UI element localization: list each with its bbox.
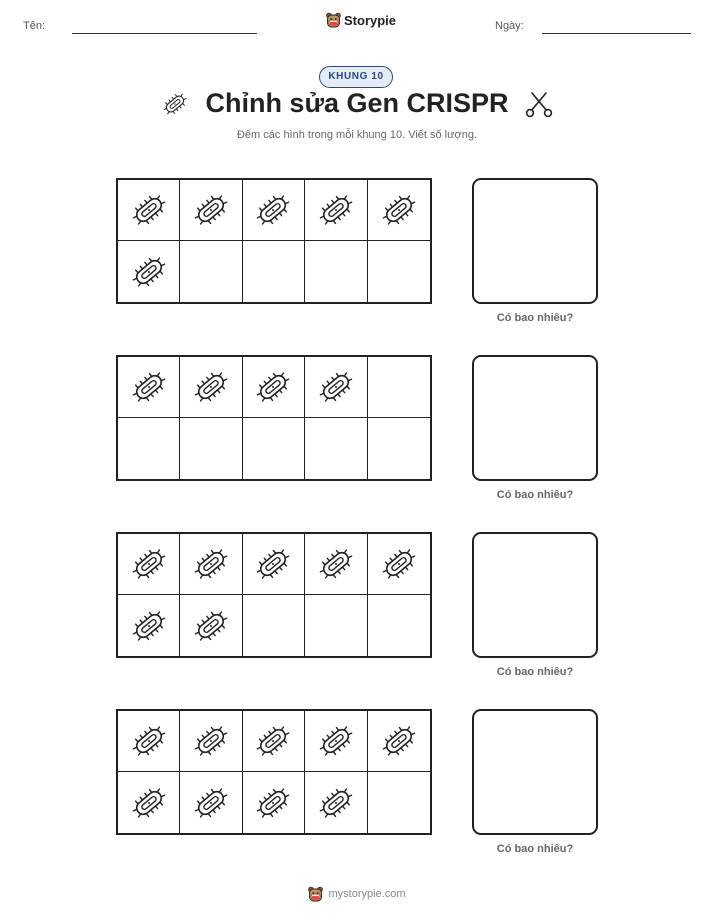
bacteria-icon bbox=[253, 783, 293, 823]
frame-cell bbox=[180, 418, 242, 479]
frame-cell bbox=[180, 711, 242, 772]
bacteria-icon bbox=[379, 721, 419, 761]
frame-cell bbox=[180, 595, 242, 656]
bacteria-icon bbox=[379, 544, 419, 584]
frame-cell bbox=[305, 595, 367, 656]
frame-cell bbox=[305, 534, 367, 595]
bacteria-icon bbox=[316, 367, 356, 407]
frame-cell bbox=[243, 772, 305, 833]
bacteria-icon bbox=[191, 367, 231, 407]
brand-logo bbox=[326, 12, 396, 28]
frame-cell bbox=[243, 241, 305, 302]
date-line[interactable] bbox=[542, 33, 691, 34]
frame-cell bbox=[180, 241, 242, 302]
bacteria-icon bbox=[191, 190, 231, 230]
frame-cell bbox=[243, 418, 305, 479]
frame-cell bbox=[368, 772, 430, 833]
scissors-icon bbox=[525, 90, 553, 118]
bacteria-icon bbox=[253, 544, 293, 584]
bacteria-icon bbox=[316, 783, 356, 823]
answer-box[interactable] bbox=[472, 532, 598, 658]
bear-mascot-icon bbox=[308, 886, 323, 902]
frame-cell bbox=[305, 357, 367, 418]
answer-box[interactable] bbox=[472, 178, 598, 304]
frame-cell bbox=[368, 534, 430, 595]
frame-cell bbox=[368, 241, 430, 302]
frame-cell bbox=[180, 180, 242, 241]
brand-name: Storypie bbox=[344, 12, 397, 28]
frame-cell bbox=[243, 357, 305, 418]
how-many-prompt: Có bao nhiêu? bbox=[496, 666, 574, 678]
bacteria-icon bbox=[253, 721, 293, 761]
frame-cell bbox=[180, 534, 242, 595]
bacteria-icon bbox=[129, 544, 169, 584]
frame-cell bbox=[118, 711, 180, 772]
bacteria-icon bbox=[129, 606, 169, 646]
frame-cell bbox=[305, 711, 367, 772]
frame-cell bbox=[368, 357, 430, 418]
frame-cell bbox=[305, 241, 367, 302]
frame-cell bbox=[243, 180, 305, 241]
answer-box[interactable] bbox=[472, 709, 598, 835]
frame-cell bbox=[305, 180, 367, 241]
frame-cell bbox=[118, 241, 180, 302]
frame-cell bbox=[180, 357, 242, 418]
bacteria-icon bbox=[253, 367, 293, 407]
ten-frame bbox=[116, 709, 432, 835]
frame-cell bbox=[368, 418, 430, 479]
footer bbox=[0, 886, 714, 902]
how-many-prompt: Có bao nhiêu? bbox=[496, 312, 574, 324]
bacteria-icon bbox=[129, 252, 169, 292]
bacteria-icon bbox=[129, 190, 169, 230]
frame-cell bbox=[368, 180, 430, 241]
footer-url: mystorypie.com bbox=[328, 888, 406, 900]
frame-cell bbox=[243, 534, 305, 595]
ten-frame bbox=[116, 532, 432, 658]
frame-cell bbox=[118, 595, 180, 656]
bacteria-icon bbox=[253, 190, 293, 230]
bacteria-icon bbox=[316, 190, 356, 230]
frame-cell bbox=[118, 772, 180, 833]
frame-cell bbox=[368, 595, 430, 656]
name-label: Tên: bbox=[23, 20, 46, 32]
frame-cell bbox=[305, 772, 367, 833]
frame-cell bbox=[243, 595, 305, 656]
page-title: Chỉnh sửa Gen CRISPR bbox=[205, 88, 509, 118]
bacteria-icon bbox=[316, 544, 356, 584]
bacteria-icon bbox=[379, 190, 419, 230]
title-row bbox=[0, 88, 714, 119]
bacteria-icon bbox=[129, 783, 169, 823]
bacteria-icon bbox=[129, 721, 169, 761]
frame-cell bbox=[368, 711, 430, 772]
bear-mascot-icon bbox=[326, 12, 341, 28]
bacteria-icon bbox=[161, 90, 189, 118]
ten-frame-badge: KHUNG 10 bbox=[319, 66, 393, 88]
bacteria-icon bbox=[129, 367, 169, 407]
frame-cell bbox=[180, 772, 242, 833]
date-label: Ngày: bbox=[495, 20, 524, 32]
instructions: Đếm các hình trong mỗi khung 10. Viết số lượng. bbox=[236, 129, 477, 141]
bacteria-icon bbox=[191, 544, 231, 584]
frame-cell bbox=[118, 357, 180, 418]
bacteria-icon bbox=[191, 721, 231, 761]
how-many-prompt: Có bao nhiêu? bbox=[496, 843, 574, 855]
frame-cell bbox=[243, 711, 305, 772]
frame-cell bbox=[118, 180, 180, 241]
frame-cell bbox=[305, 418, 367, 479]
ten-frame bbox=[116, 355, 432, 481]
frame-cell bbox=[118, 534, 180, 595]
frame-cell bbox=[118, 418, 180, 479]
bacteria-icon bbox=[316, 721, 356, 761]
bacteria-icon bbox=[191, 606, 231, 646]
how-many-prompt: Có bao nhiêu? bbox=[496, 489, 574, 501]
name-line[interactable] bbox=[72, 33, 257, 34]
answer-box[interactable] bbox=[472, 355, 598, 481]
ten-frame bbox=[116, 178, 432, 304]
bacteria-icon bbox=[191, 783, 231, 823]
